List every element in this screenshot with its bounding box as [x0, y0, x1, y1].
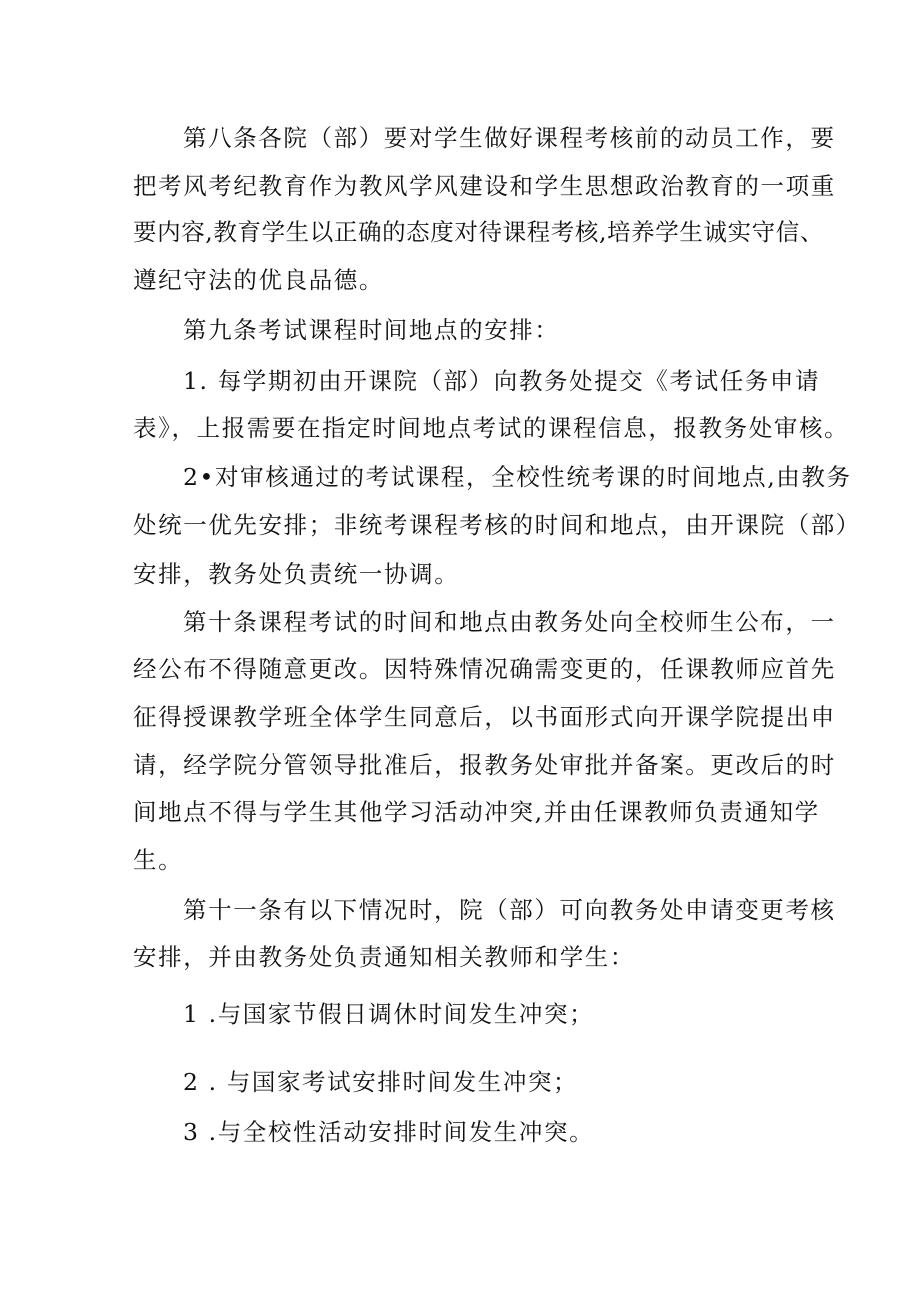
article-11-item-3: 3 .与全校性活动安排时间发生冲突。	[183, 1118, 595, 1146]
article-9-item-1-line-2: 表》，上报需要在指定时间地点考试的课程信息，报教务处审核。	[133, 414, 850, 442]
article-10-line-4: 请，经学院分管领导批准后，报教务处审批并备案。更改后的时	[133, 751, 836, 779]
article-9-item-1-line-1: 1. 每学期初由开课院（部）向教务处提交《考试任务申请	[183, 367, 821, 395]
article-11-item-2: 2 . 与国家考试安排时间发生冲突；	[183, 1068, 579, 1096]
article-10-line-1: 第十条课程考试的时间和地点由教务处向全校师生公布，一	[183, 608, 836, 636]
article-11-line-2: 安排，并由教务处负责通知相关教师和学生：	[133, 943, 635, 971]
article-10-line-2: 经公布不得随意更改。因特殊情况确需变更的，任课教师应首先	[133, 655, 836, 683]
article-10-line-3: 征得授课教学班全体学生同意后，以书面形式向开课学院提出申	[133, 703, 836, 731]
article-8-line-3: 要内容,教育学生以正确的态度对待课程考核,培养学生诚实守信、	[133, 218, 824, 246]
article-10-line-6: 生。	[133, 846, 184, 874]
article-9-item-2-line-1: 2•对审核通过的考试课程，全校性统考课的时间地点,由教务	[183, 463, 852, 491]
article-11-item-1: 1 .与国家节假日调休时间发生冲突；	[183, 1000, 595, 1028]
article-8-line-4: 遵纪守法的优良品德。	[133, 266, 384, 294]
article-10-line-5: 间地点不得与学生其他学习活动冲突,并由任课教师负责通知学	[133, 798, 820, 826]
article-11-line-1: 第十一条有以下情况时，院（部）可向教务处申请变更考核	[183, 896, 836, 924]
article-8-line-1: 第八条各院（部）要对学生做好课程考核前的动员工作，要	[183, 124, 836, 152]
article-8-line-2: 把考风考纪教育作为教风学风建设和学生思想政治教育的一项重	[133, 172, 836, 200]
article-9-item-2-line-2: 处统一优先安排；非统考课程考核的时间和地点，由开课院（部）	[133, 511, 861, 539]
article-9-heading: 第九条考试课程时间地点的安排：	[183, 316, 560, 344]
article-9-item-2-line-3: 安排，教务处负责统一协调。	[133, 560, 460, 588]
